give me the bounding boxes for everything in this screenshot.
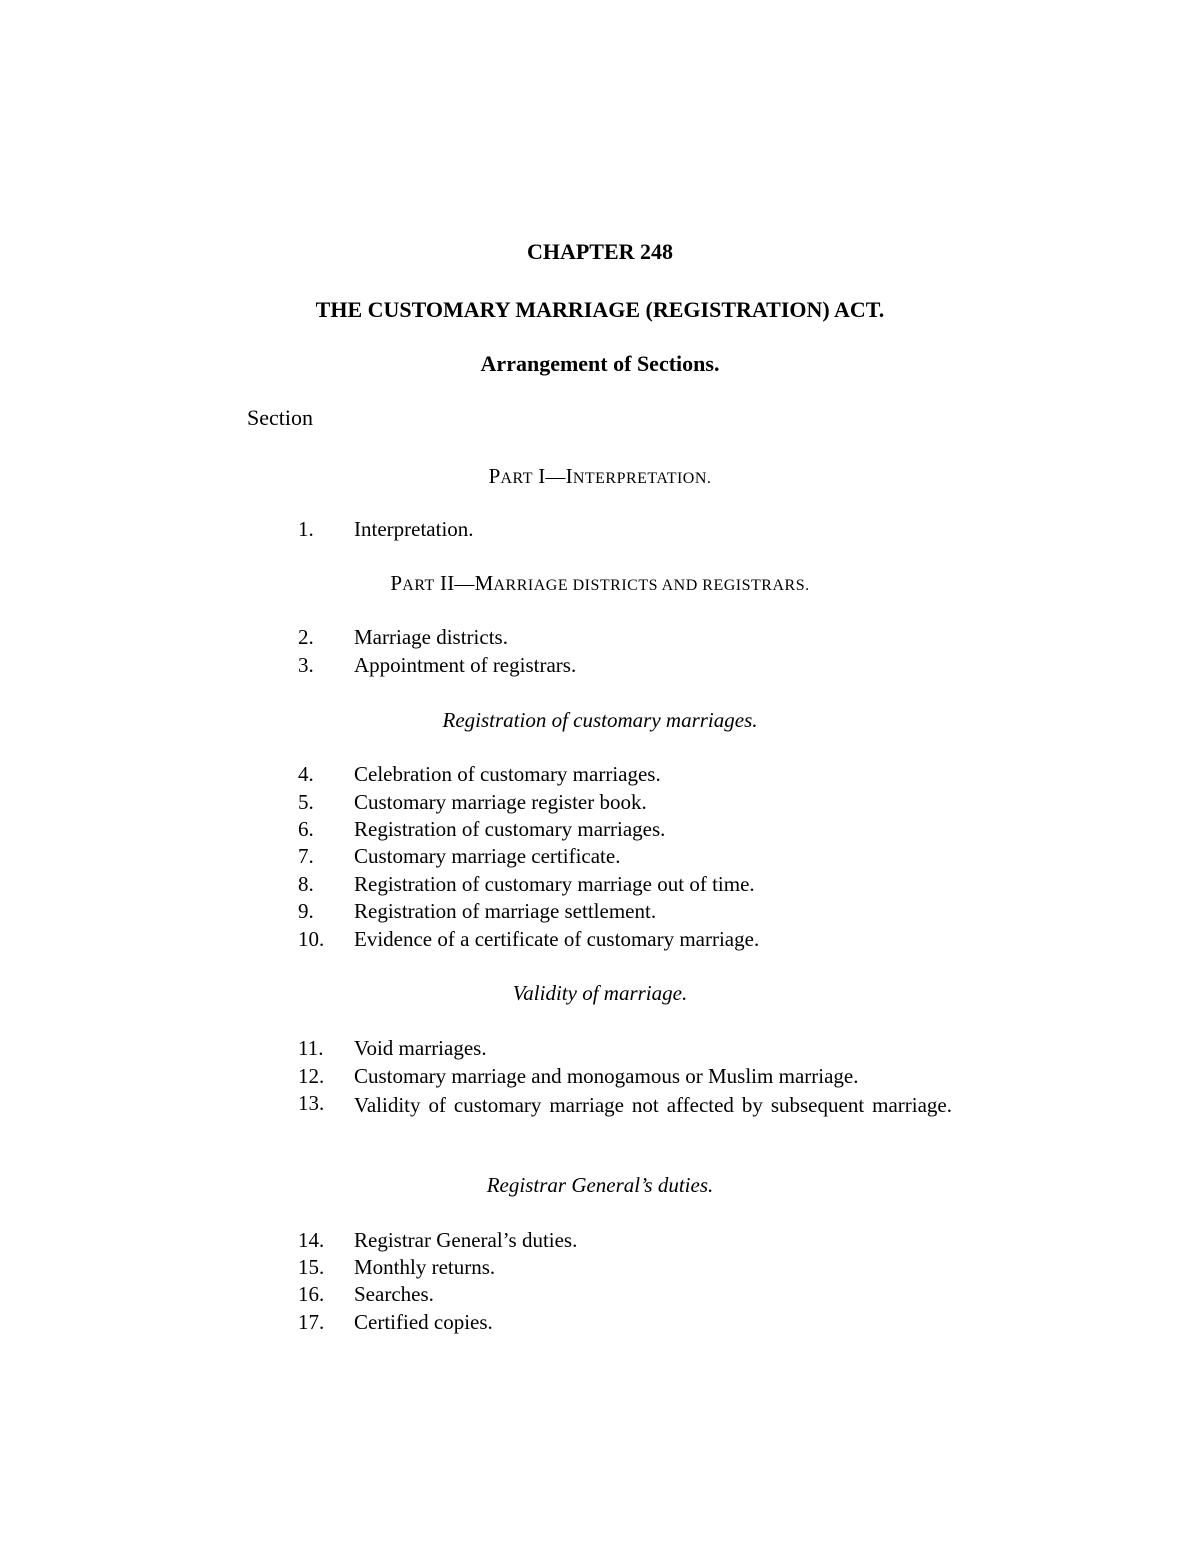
section-number: 13. bbox=[298, 1091, 325, 1115]
section-title: Marriage districts. bbox=[354, 625, 508, 649]
section-title: Customary marriage register book. bbox=[354, 790, 647, 814]
section-title: Monthly returns. bbox=[354, 1255, 496, 1279]
toc-entry[interactable] bbox=[0, 1036, 1200, 1064]
toc-entry[interactable] bbox=[0, 927, 1200, 955]
section-title: Appointment of registrars. bbox=[354, 653, 577, 677]
section-number: 16. bbox=[298, 1282, 325, 1306]
section-title: Customary marriage certificate. bbox=[354, 844, 621, 868]
toc-entry[interactable] bbox=[0, 1228, 1200, 1256]
section-title: Customary marriage and monogamous or Muslim marriage. bbox=[354, 1064, 859, 1088]
section-title: Certified copies. bbox=[354, 1310, 493, 1334]
section-title: Registration of marriage settlement. bbox=[354, 899, 657, 923]
section-title: Void marriages. bbox=[354, 1036, 487, 1060]
section-number: 5. bbox=[298, 790, 314, 814]
toc-entry[interactable] bbox=[0, 1255, 1200, 1283]
section-number: 15. bbox=[298, 1255, 325, 1279]
act-title: THE CUSTOMARY MARRIAGE (REGISTRATION) ACT. bbox=[315, 297, 885, 322]
section-number: 7. bbox=[298, 844, 314, 868]
section-title: Evidence of a certificate of customary marriage. bbox=[354, 927, 760, 951]
section-title: Registration of customary marriages. bbox=[354, 817, 666, 841]
section-number: 8. bbox=[298, 872, 314, 896]
section-number: 17. bbox=[298, 1310, 325, 1334]
toc-entry[interactable] bbox=[0, 844, 1200, 872]
toc-entry[interactable] bbox=[0, 1310, 1200, 1338]
section-title: Searches. bbox=[354, 1282, 434, 1306]
toc-entry[interactable] bbox=[0, 872, 1200, 900]
part-heading-2: PART II—MARRIAGE DISTRICTS AND REGISTRARS. bbox=[390, 571, 810, 595]
section-number: 6. bbox=[298, 817, 314, 841]
section-title: Registrar General’s duties. bbox=[354, 1228, 578, 1252]
toc-entry[interactable] bbox=[0, 762, 1200, 790]
subheading-registration: Registration of customary marriages. bbox=[442, 708, 758, 732]
section-column-label: Section bbox=[247, 405, 313, 430]
subheading-registrar-duties: Registrar General’s duties. bbox=[486, 1173, 714, 1197]
toc-entry[interactable] bbox=[0, 625, 1200, 653]
toc-entry[interactable] bbox=[0, 1282, 1200, 1310]
section-number: 14. bbox=[298, 1228, 325, 1252]
toc-entry[interactable] bbox=[0, 517, 1200, 545]
toc-entry[interactable] bbox=[0, 790, 1200, 818]
section-title: Interpretation. bbox=[354, 517, 474, 541]
section-number: 11. bbox=[298, 1036, 324, 1060]
toc-entry[interactable] bbox=[0, 653, 1200, 681]
section-number: 12. bbox=[298, 1064, 325, 1088]
arrangement-heading: Arrangement of Sections. bbox=[480, 351, 720, 376]
section-number: 9. bbox=[298, 899, 314, 923]
section-number: 3. bbox=[298, 653, 314, 677]
section-number: 10. bbox=[298, 927, 325, 951]
toc-entry[interactable] bbox=[0, 1091, 1200, 1147]
toc-entry[interactable] bbox=[0, 899, 1200, 927]
subheading-validity: Validity of marriage. bbox=[512, 981, 688, 1005]
section-number: 4. bbox=[298, 762, 314, 786]
section-title: Celebration of customary marriages. bbox=[354, 762, 661, 786]
chapter-heading: CHAPTER 248 bbox=[526, 239, 674, 264]
toc-entry[interactable] bbox=[0, 1064, 1200, 1092]
toc-entry[interactable] bbox=[0, 817, 1200, 845]
section-number: 1. bbox=[298, 517, 314, 541]
section-title: Registration of customary marriage out of time. bbox=[354, 872, 755, 896]
part-heading-1: PART I—INTERPRETATION. bbox=[488, 464, 712, 488]
section-title: Validity of customary marriage not affected by subsequent marriage. bbox=[354, 1093, 952, 1117]
section-number: 2. bbox=[298, 625, 314, 649]
